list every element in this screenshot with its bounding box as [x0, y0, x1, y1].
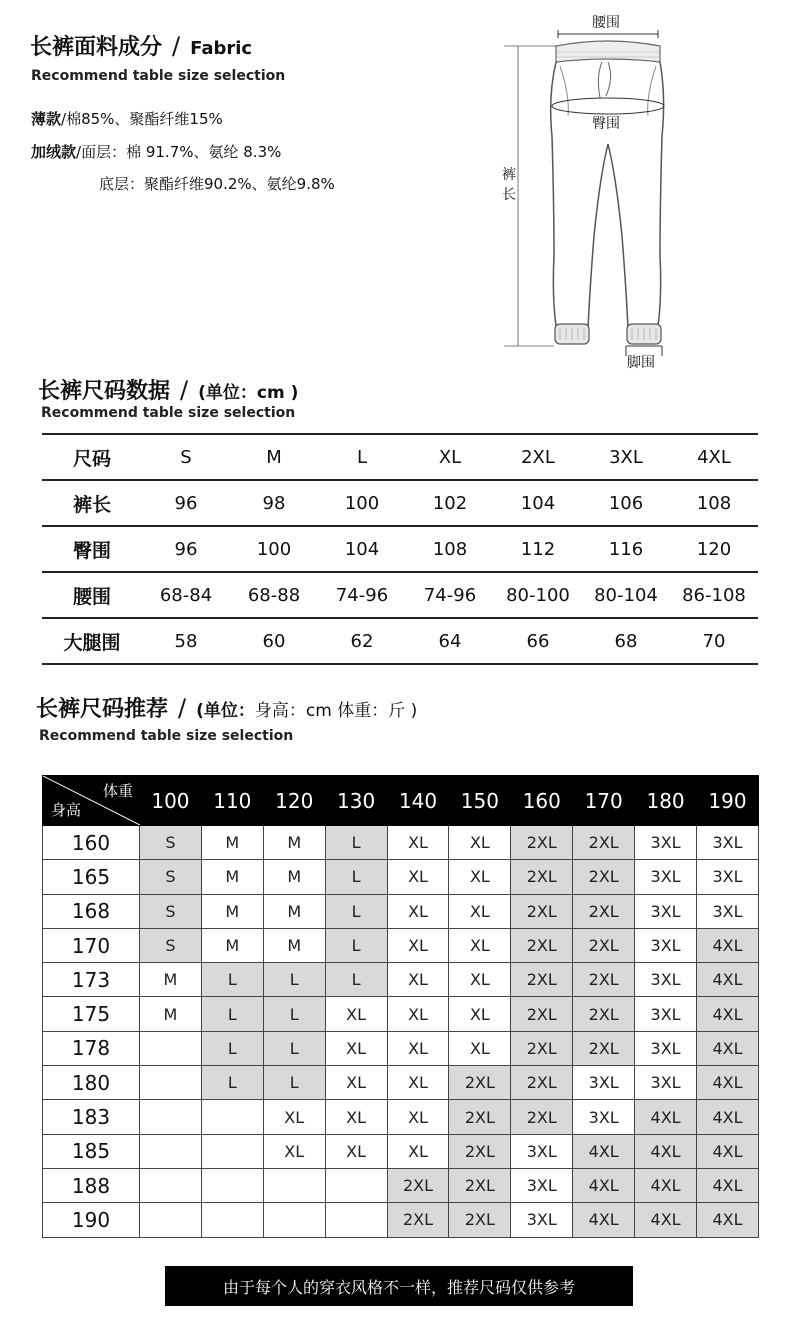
table-row: [42, 480, 758, 526]
corner-height-label: 身高: [51, 801, 82, 819]
size-cell: L: [325, 894, 387, 928]
size-cell: 4XL: [573, 1168, 635, 1202]
size-cell: S: [140, 894, 202, 928]
size-cell: 2XL: [511, 963, 573, 997]
table-row: [43, 1031, 759, 1065]
size-cell: [140, 1100, 202, 1134]
table-cell: 80-104: [582, 572, 670, 618]
size-cell: XL: [325, 1031, 387, 1065]
table-cell: 74-96: [406, 572, 494, 618]
weight-header-cell: 190: [697, 776, 759, 826]
size-cell: 4XL: [635, 1203, 697, 1237]
size-cell: S: [140, 928, 202, 962]
weight-header-cell: 140: [387, 776, 449, 826]
size-cell: [140, 1031, 202, 1065]
size-cell: 4XL: [697, 963, 759, 997]
footer-note: 由于每个人的穿衣风格不一样，推荐尺码仅供参考: [222, 1277, 575, 1297]
table-cell: 108: [406, 526, 494, 572]
size-cell: L: [263, 963, 325, 997]
table-row: [43, 826, 759, 860]
size-cell: 3XL: [635, 997, 697, 1031]
footer-note-bar: [165, 1266, 633, 1306]
table-cell: 64: [406, 618, 494, 664]
size-cell: M: [263, 860, 325, 894]
row-label: 裤长: [42, 480, 142, 526]
size-cell: 3XL: [697, 894, 759, 928]
height-cell: 185: [43, 1134, 140, 1168]
size-cell: XL: [449, 928, 511, 962]
size-cell: [201, 1168, 263, 1202]
row-label: 大腿围: [42, 618, 142, 664]
size-cell: [325, 1168, 387, 1202]
size-cell: [325, 1203, 387, 1237]
table-cell: 96: [142, 480, 230, 526]
size-cell: L: [263, 1031, 325, 1065]
size-cell: L: [325, 860, 387, 894]
recommend-title: [36, 692, 417, 723]
size-cell: 3XL: [573, 1066, 635, 1100]
weight-header-cell: 180: [635, 776, 697, 826]
size-cell: 4XL: [697, 1168, 759, 1202]
table-row: [43, 1100, 759, 1134]
size-data-title-text: 长裤尺码数据: [38, 379, 171, 404]
fabric-line-fleece: [31, 141, 281, 162]
size-cell: 3XL: [635, 1031, 697, 1065]
weight-header-cell: 130: [325, 776, 387, 826]
table-cell: 112: [494, 526, 582, 572]
size-cell: 4XL: [697, 1066, 759, 1100]
row-label: 腰围: [42, 572, 142, 618]
size-cell: M: [201, 860, 263, 894]
table-row: [42, 434, 758, 480]
size-cell: M: [201, 894, 263, 928]
size-cell: 3XL: [635, 894, 697, 928]
size-cell: M: [201, 928, 263, 962]
size-cell: L: [201, 1031, 263, 1065]
size-cell: L: [325, 928, 387, 962]
size-cell: [263, 1168, 325, 1202]
fabric-title: [30, 30, 252, 61]
size-cell: L: [263, 997, 325, 1031]
size-cell: M: [140, 963, 202, 997]
table-row: [42, 618, 758, 664]
size-cell: 4XL: [697, 997, 759, 1031]
table-cell: 102: [406, 480, 494, 526]
fabric-line-thin: [31, 108, 223, 129]
waistband-shape: [556, 41, 660, 62]
size-cell: XL: [449, 1031, 511, 1065]
size-cell: 2XL: [511, 894, 573, 928]
title-slash: /: [172, 32, 181, 60]
size-cell: 2XL: [449, 1134, 511, 1168]
size-cell: [201, 1100, 263, 1134]
size-cell: L: [325, 963, 387, 997]
table-cell: 108: [670, 480, 758, 526]
table-cell: 80-100: [494, 572, 582, 618]
header-cell: 4XL: [670, 434, 758, 480]
size-cell: 2XL: [449, 1203, 511, 1237]
size-cell: XL: [449, 894, 511, 928]
fabric-line-text: /棉85%、聚酯纤维15%: [61, 110, 223, 128]
size-cell: [140, 1168, 202, 1202]
weight-header-cell: 160: [511, 776, 573, 826]
size-cell: M: [263, 894, 325, 928]
size-cell: M: [201, 826, 263, 860]
size-cell: [201, 1134, 263, 1168]
size-cell: XL: [449, 826, 511, 860]
unit-value: cm ): [256, 383, 299, 403]
fabric-title-cn: 长裤面料成分: [30, 35, 163, 60]
fabric-title-en: Fabric: [190, 38, 253, 59]
size-cell: XL: [263, 1134, 325, 1168]
size-cell: 4XL: [697, 1031, 759, 1065]
size-cell: XL: [387, 1100, 449, 1134]
header-cell: 2XL: [494, 434, 582, 480]
hip-measure-ellipse: [552, 98, 664, 114]
header-cell: M: [230, 434, 318, 480]
corner-cell: [43, 776, 140, 826]
table-row: [43, 963, 759, 997]
table-row: [43, 1203, 759, 1237]
height-cell: 183: [43, 1100, 140, 1134]
table-row: [43, 1134, 759, 1168]
header-cell: 尺码: [42, 434, 142, 480]
size-cell: M: [140, 997, 202, 1031]
size-cell: M: [263, 928, 325, 962]
size-cell: 3XL: [697, 826, 759, 860]
size-cell: L: [201, 997, 263, 1031]
size-cell: 4XL: [697, 1134, 759, 1168]
size-cell: 4XL: [635, 1168, 697, 1202]
table-cell: 68: [582, 618, 670, 664]
table-cell: 120: [670, 526, 758, 572]
size-cell: XL: [387, 826, 449, 860]
table-row: [42, 526, 758, 572]
table-row: [43, 1066, 759, 1100]
size-cell: L: [201, 1066, 263, 1100]
cuff-label: 脚围: [627, 355, 655, 371]
size-cell: 2XL: [573, 826, 635, 860]
size-data-subtitle: Recommend table size selection: [41, 405, 296, 421]
hip-label: 臀围: [592, 116, 620, 132]
header-cell: L: [318, 434, 406, 480]
size-cell: 4XL: [573, 1134, 635, 1168]
corner-weight-label: 体重: [102, 782, 133, 800]
weight-header-cell: 170: [573, 776, 635, 826]
size-cell: 2XL: [573, 860, 635, 894]
size-cell: 4XL: [635, 1100, 697, 1134]
height-cell: 173: [43, 963, 140, 997]
size-cell: 2XL: [573, 997, 635, 1031]
size-cell: XL: [325, 1134, 387, 1168]
fabric-line-text: 底层：聚酯纤维90.2%、氨纶9.8%: [99, 175, 335, 193]
size-cell: 4XL: [635, 1134, 697, 1168]
height-cell: 190: [43, 1203, 140, 1237]
table-cell: 86-108: [670, 572, 758, 618]
table-row: [43, 997, 759, 1031]
size-cell: 2XL: [511, 997, 573, 1031]
size-cell: [140, 1066, 202, 1100]
table-cell: 58: [142, 618, 230, 664]
size-cell: S: [140, 860, 202, 894]
recommend-table-body: [43, 826, 759, 1238]
size-cell: XL: [387, 1066, 449, 1100]
size-cell: 2XL: [449, 1168, 511, 1202]
size-cell: L: [201, 963, 263, 997]
fabric-line-label: 加绒款: [31, 143, 77, 161]
size-cell: 4XL: [697, 1100, 759, 1134]
size-cell: [201, 1203, 263, 1237]
size-cell: L: [325, 826, 387, 860]
table-cell: 98: [230, 480, 318, 526]
waist-label: 腰围: [592, 15, 620, 31]
size-cell: XL: [387, 1134, 449, 1168]
fabric-line-label: 薄款: [31, 110, 62, 128]
size-cell: 4XL: [697, 1203, 759, 1237]
title-slash: /: [180, 376, 189, 404]
size-cell: 3XL: [511, 1134, 573, 1168]
size-cell: XL: [387, 1031, 449, 1065]
table-cell: 68-88: [230, 572, 318, 618]
size-cell: [140, 1134, 202, 1168]
size-cell: 2XL: [573, 894, 635, 928]
fabric-subtitle: Recommend table size selection: [31, 68, 286, 84]
size-cell: 3XL: [635, 1066, 697, 1100]
size-cell: XL: [387, 997, 449, 1031]
pants-diagram: [490, 6, 690, 374]
table-cell: 70: [670, 618, 758, 664]
size-cell: 2XL: [387, 1203, 449, 1237]
unit-label: (单位：: [196, 701, 255, 721]
size-cell: 2XL: [449, 1100, 511, 1134]
size-cell: 3XL: [635, 826, 697, 860]
header-cell: 3XL: [582, 434, 670, 480]
size-cell: 3XL: [697, 860, 759, 894]
title-slash: /: [178, 694, 187, 722]
table-cell: 62: [318, 618, 406, 664]
size-cell: XL: [387, 928, 449, 962]
size-cell: 3XL: [635, 860, 697, 894]
height-cell: 168: [43, 894, 140, 928]
height-cell: 180: [43, 1066, 140, 1100]
height-cell: 175: [43, 997, 140, 1031]
height-cell: 188: [43, 1168, 140, 1202]
fabric-line-text: /面层：棉 91.7%、氨纶 8.3%: [76, 143, 282, 161]
table-cell: 106: [582, 480, 670, 526]
table-cell: 104: [494, 480, 582, 526]
size-cell: [140, 1203, 202, 1237]
table-row: [43, 1168, 759, 1202]
size-cell: 3XL: [511, 1168, 573, 1202]
size-data-title: [38, 374, 298, 405]
table-row: [43, 894, 759, 928]
unit-value: 身高：cm 体重：斤 ): [254, 701, 418, 721]
unit-label: (单位：: [198, 383, 257, 403]
size-cell: XL: [263, 1100, 325, 1134]
table-cell: 74-96: [318, 572, 406, 618]
size-cell: XL: [387, 860, 449, 894]
recommend-title-text: 长裤尺码推荐: [36, 697, 169, 722]
recommend-subtitle: Recommend table size selection: [39, 728, 294, 744]
size-cell: 4XL: [697, 928, 759, 962]
header-cell: S: [142, 434, 230, 480]
height-cell: 170: [43, 928, 140, 962]
weight-header-cell: 110: [201, 776, 263, 826]
size-cell: 2XL: [511, 1031, 573, 1065]
size-cell: M: [263, 826, 325, 860]
weight-header-cell: 100: [140, 776, 202, 826]
table-row: [42, 572, 758, 618]
table-cell: 96: [142, 526, 230, 572]
size-cell: XL: [449, 963, 511, 997]
table-cell: 104: [318, 526, 406, 572]
table-cell: 116: [582, 526, 670, 572]
table-cell: 66: [494, 618, 582, 664]
table-cell: 100: [230, 526, 318, 572]
length-label: 裤长: [502, 167, 516, 203]
size-cell: XL: [325, 997, 387, 1031]
size-cell: L: [263, 1066, 325, 1100]
weight-header-cell: 150: [449, 776, 511, 826]
table-cell: 60: [230, 618, 318, 664]
table-cell: 100: [318, 480, 406, 526]
size-data-table: [42, 433, 758, 665]
height-cell: 160: [43, 826, 140, 860]
size-cell: XL: [387, 963, 449, 997]
size-cell: 2XL: [511, 860, 573, 894]
size-cell: 2XL: [573, 928, 635, 962]
size-cell: 3XL: [511, 1203, 573, 1237]
size-cell: 3XL: [635, 963, 697, 997]
size-cell: S: [140, 826, 202, 860]
size-cell: XL: [449, 997, 511, 1031]
table-cell: 68-84: [142, 572, 230, 618]
size-cell: 2XL: [573, 963, 635, 997]
size-cell: XL: [325, 1100, 387, 1134]
size-cell: XL: [387, 894, 449, 928]
size-cell: 2XL: [511, 1100, 573, 1134]
size-cell: 4XL: [573, 1203, 635, 1237]
size-cell: XL: [449, 860, 511, 894]
size-cell: 3XL: [635, 928, 697, 962]
size-cell: 2XL: [449, 1066, 511, 1100]
size-cell: XL: [325, 1066, 387, 1100]
row-label: 臀围: [42, 526, 142, 572]
size-cell: 2XL: [511, 928, 573, 962]
table-row: [43, 860, 759, 894]
size-cell: 2XL: [387, 1168, 449, 1202]
fabric-line-lining: [99, 173, 335, 194]
table-header-row: [43, 776, 759, 826]
size-cell: [263, 1203, 325, 1237]
weight-header-cell: 120: [263, 776, 325, 826]
height-cell: 165: [43, 860, 140, 894]
size-cell: 3XL: [573, 1100, 635, 1134]
size-cell: 2XL: [511, 826, 573, 860]
table-row: [43, 928, 759, 962]
size-cell: 2XL: [573, 1031, 635, 1065]
height-cell: 178: [43, 1031, 140, 1065]
size-recommend-table: [42, 775, 759, 1238]
size-cell: 2XL: [511, 1066, 573, 1100]
header-cell: XL: [406, 434, 494, 480]
